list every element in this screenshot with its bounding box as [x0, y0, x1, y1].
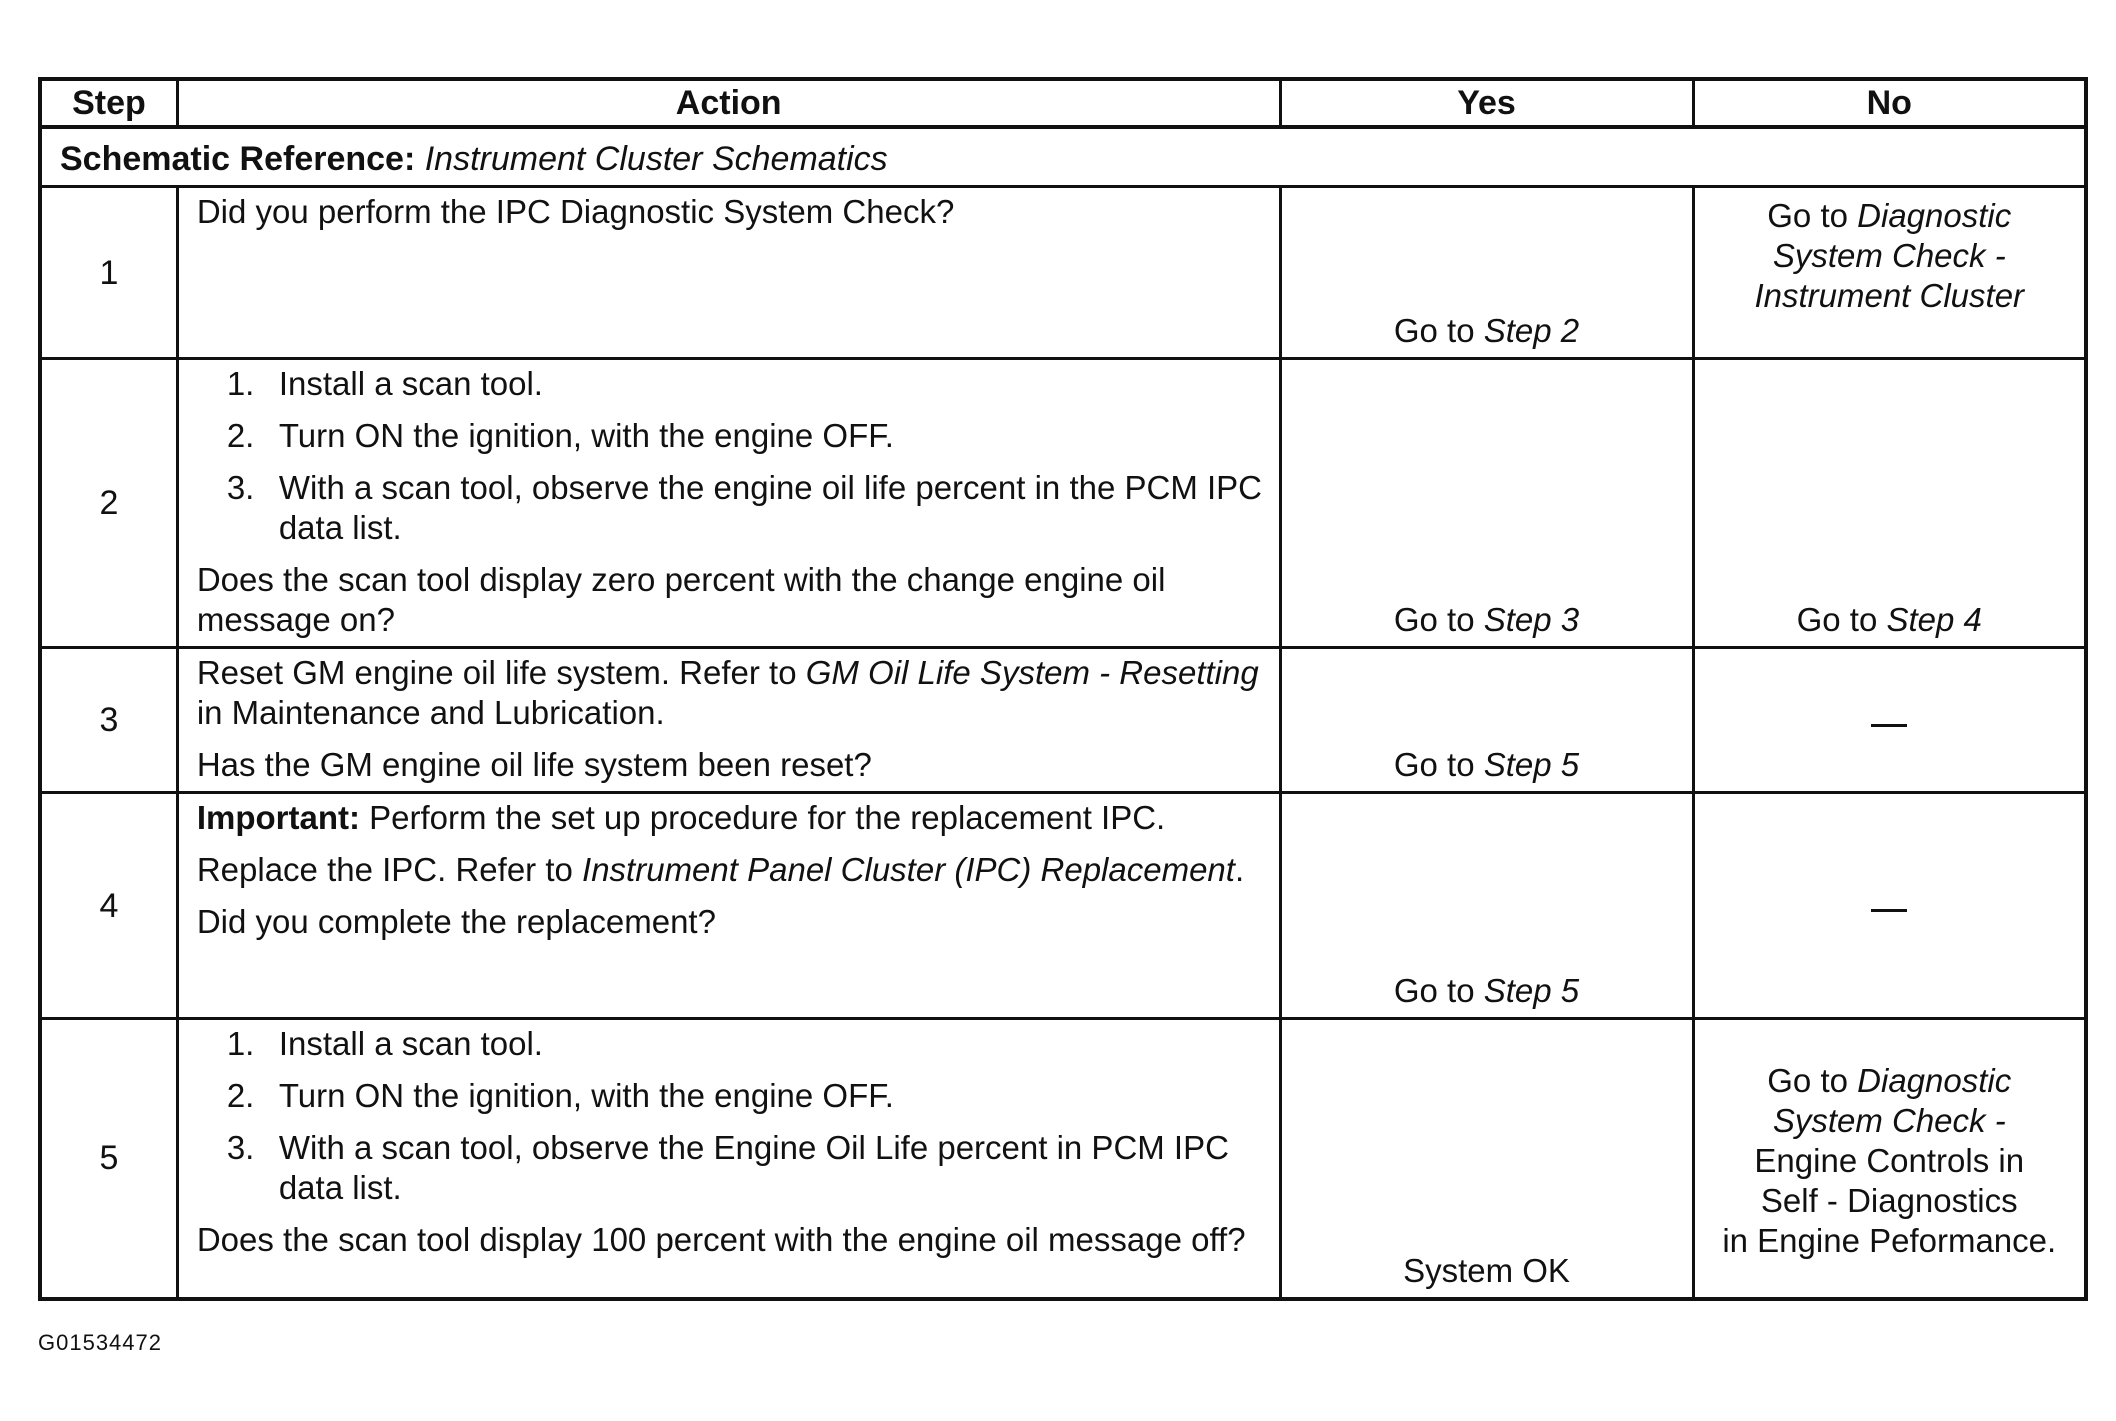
- no-text-line: Engine Controls in: [1754, 1142, 2025, 1180]
- list-item: [197, 1128, 1265, 1208]
- reference-link[interactable]: GM Oil Life System - Resetting: [805, 654, 1259, 691]
- header-action: Action: [177, 79, 1280, 127]
- no-cell: [1693, 187, 2086, 359]
- no-step-link[interactable]: Step 4: [1886, 601, 1982, 638]
- important-note: [197, 798, 1265, 838]
- yes-step-link[interactable]: Step 3: [1483, 601, 1580, 638]
- yes-prefix: Go to: [1393, 312, 1484, 349]
- yes-prefix: Go to: [1393, 746, 1484, 783]
- no-cell: [1693, 359, 2086, 648]
- yes-step-link[interactable]: Step 5: [1483, 972, 1580, 1009]
- no-link-line[interactable]: System Check -: [1772, 1102, 2006, 1140]
- step-number: 4: [40, 793, 177, 1019]
- list-text: With a scan tool, observe the Engine Oil Life percent in PCM IPC data list.: [278, 1129, 1229, 1206]
- header-yes: Yes: [1280, 79, 1693, 127]
- list-number: 1.: [226, 1025, 255, 1062]
- instruction-text: in Maintenance and Lubrication.: [196, 694, 665, 731]
- list-item: [197, 1076, 1265, 1116]
- header-row: [40, 79, 2086, 127]
- step-number: 1: [40, 187, 177, 359]
- action-instruction: [197, 850, 1265, 890]
- yes-cell: [1280, 359, 1693, 648]
- list-number: 2.: [226, 417, 255, 454]
- list-item: [197, 468, 1265, 548]
- no-text-line: Self - Diagnostics: [1760, 1182, 2018, 1220]
- list-number: 2.: [226, 1077, 255, 1114]
- list-number: 1.: [226, 365, 255, 402]
- list-text: With a scan tool, observe the engine oil life percent in the PCM IPC data list.: [278, 469, 1262, 546]
- list-text: Install a scan tool.: [278, 365, 543, 402]
- action-cell: [177, 793, 1280, 1019]
- figure-id: G01534472: [38, 1330, 162, 1355]
- list-item: [197, 364, 1265, 404]
- instruction-text: Replace the IPC. Refer to: [196, 851, 583, 888]
- yes-cell: [1280, 187, 1693, 359]
- no-cell: [1693, 1019, 2086, 1299]
- list-number: 3.: [226, 1129, 255, 1166]
- yes-step-link[interactable]: Step 2: [1483, 312, 1580, 349]
- no-prefix: Go to: [1767, 1062, 1858, 1100]
- table-row: [40, 187, 2086, 359]
- yes-prefix: Go to: [1393, 601, 1484, 638]
- list-item: [197, 416, 1265, 456]
- no-cell: [1693, 648, 2086, 793]
- reference-link[interactable]: Instrument Panel Cluster (IPC) Replacement: [582, 851, 1235, 888]
- table-row: [40, 359, 2086, 648]
- no-prefix: Go to: [1767, 196, 1858, 234]
- instruction-text: .: [1234, 851, 1245, 888]
- diagnostic-table: [38, 77, 2088, 1301]
- table-row: [40, 648, 2086, 793]
- action-question: Does the scan tool display zero percent with the change engine oil message on?: [196, 561, 1166, 638]
- table-row: [40, 793, 2086, 1019]
- yes-cell: System OK: [1280, 1019, 1693, 1299]
- action-list: [197, 364, 1265, 548]
- schematic-reference-row: [40, 127, 2086, 187]
- instruction-text: Reset GM engine oil life system. Refer to: [196, 654, 806, 691]
- no-dash: [1871, 724, 1907, 727]
- action-cell: [177, 1019, 1280, 1299]
- action-list: [197, 1024, 1265, 1208]
- no-link-line[interactable]: Instrument Cluster: [1754, 276, 2025, 314]
- table-row: [40, 1019, 2086, 1299]
- action-cell: [177, 187, 1280, 359]
- action-question: Did you perform the IPC Diagnostic System Check?: [196, 193, 955, 230]
- schematic-link[interactable]: Instrument Cluster Schematics: [424, 140, 888, 178]
- action-instruction: [197, 653, 1265, 733]
- action-question: Has the GM engine oil life system been reset?: [196, 746, 872, 783]
- yes-cell: [1280, 648, 1693, 793]
- list-text: Turn ON the ignition, with the engine OFF.: [278, 417, 894, 454]
- schematic-reference: [40, 127, 2086, 187]
- header-step: Step: [40, 79, 177, 127]
- schematic-label: Schematic Reference:: [60, 140, 416, 178]
- list-number: 3.: [226, 469, 255, 506]
- yes-prefix: Go to: [1393, 972, 1484, 1009]
- action-cell: [177, 648, 1280, 793]
- list-text: Turn ON the ignition, with the engine OFF.: [278, 1077, 894, 1114]
- important-label: Important:: [196, 799, 360, 836]
- action-cell: [177, 359, 1280, 648]
- step-number: 3: [40, 648, 177, 793]
- no-link-line[interactable]: System Check -: [1772, 236, 2006, 274]
- action-question: Did you complete the replacement?: [196, 903, 716, 940]
- no-dash: [1871, 909, 1907, 912]
- no-cell: [1693, 793, 2086, 1019]
- list-text: Install a scan tool.: [278, 1025, 543, 1062]
- step-number: 5: [40, 1019, 177, 1299]
- yes-step-link[interactable]: Step 5: [1483, 746, 1580, 783]
- list-item: [197, 1024, 1265, 1064]
- step-number: 2: [40, 359, 177, 648]
- header-no: No: [1693, 79, 2086, 127]
- no-prefix: Go to: [1796, 601, 1887, 638]
- yes-cell: [1280, 793, 1693, 1019]
- action-question: Does the scan tool display 100 percent with the engine oil message off?: [196, 1221, 1246, 1258]
- no-link-line[interactable]: Diagnostic: [1857, 196, 2012, 234]
- important-text: Perform the set up procedure for the replacement IPC.: [359, 799, 1166, 836]
- no-link-line[interactable]: Diagnostic: [1857, 1062, 2012, 1100]
- no-text-line: in Engine Peformance.: [1722, 1222, 2057, 1260]
